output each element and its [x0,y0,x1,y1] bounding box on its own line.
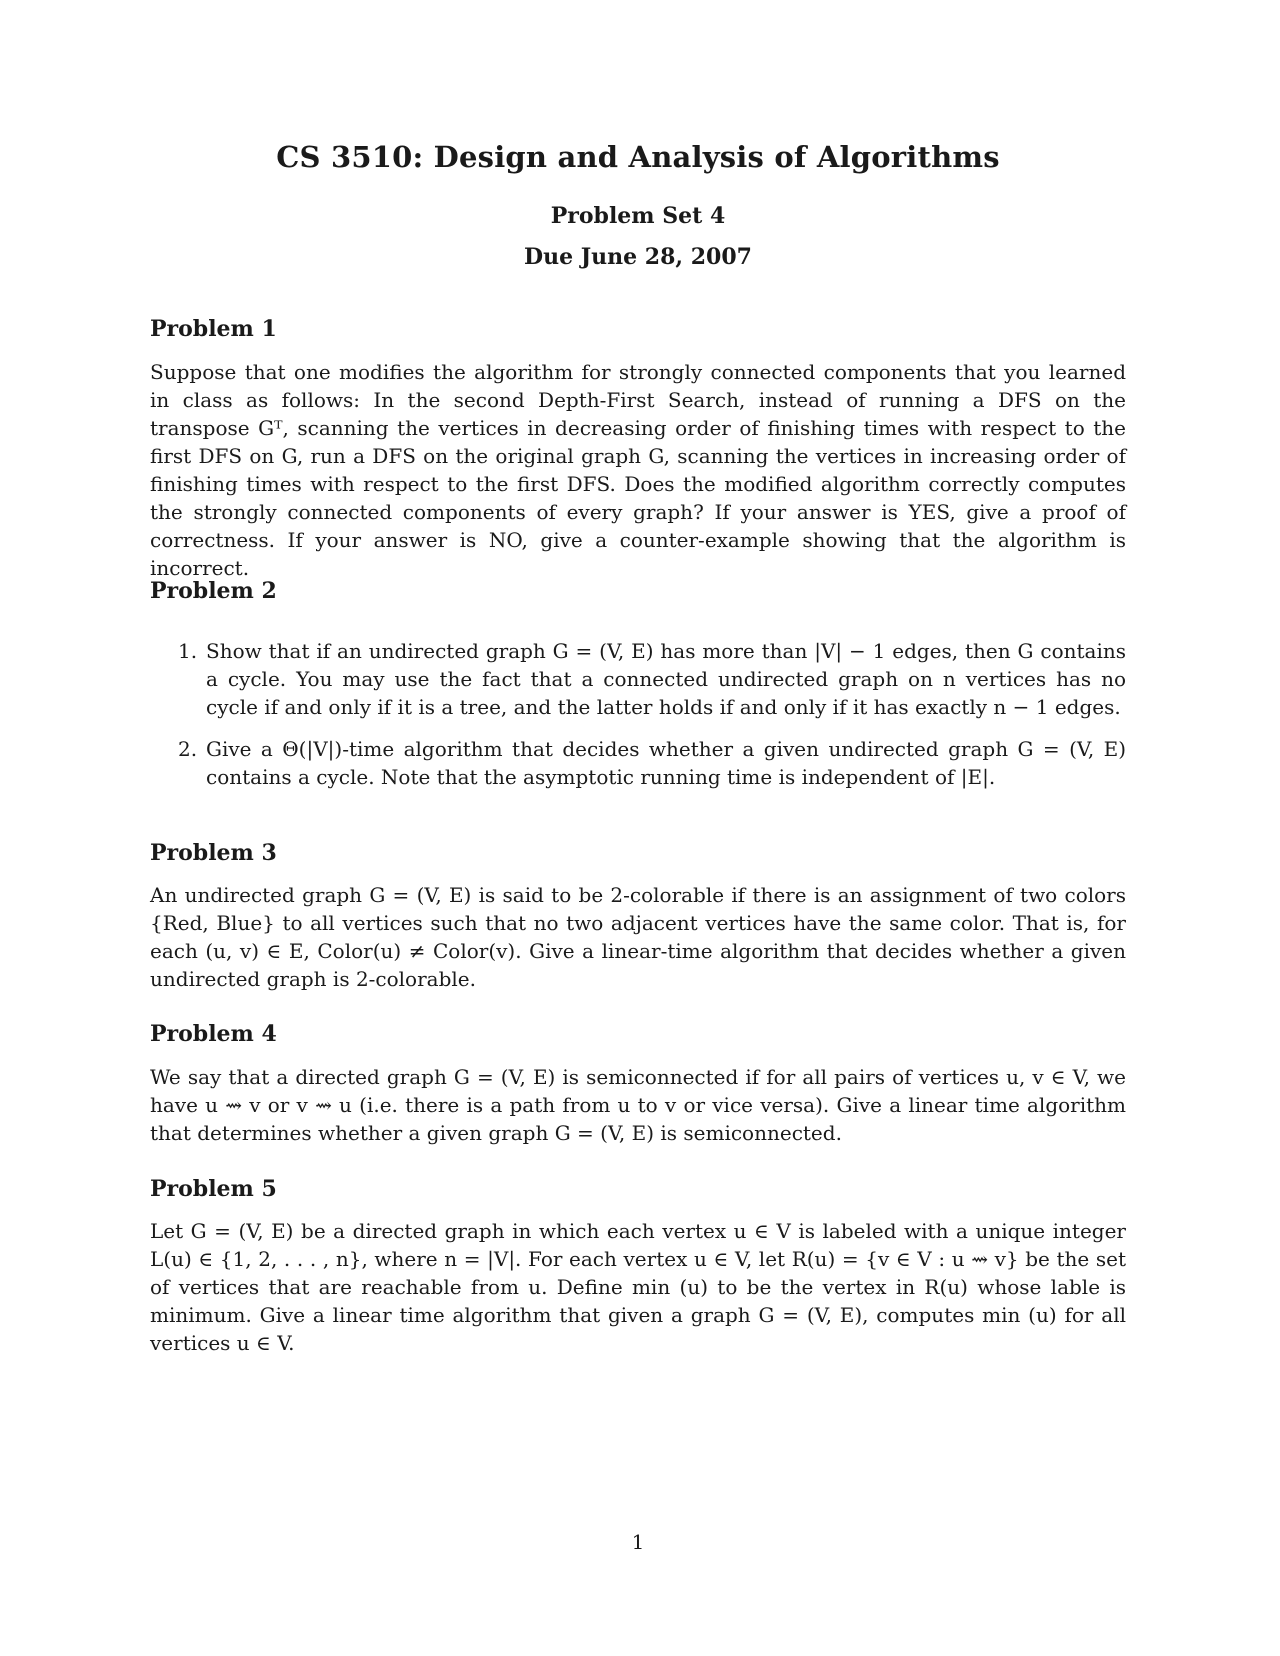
course-title: CS 3510: Design and Analysis of Algorithms [276,140,1000,174]
due-date: Due June 28, 2007 [524,244,752,270]
problem-2-heading: Problem 2 [150,578,277,604]
problem-4-text: We say that a directed graph G = (V, E) is semiconnected if for all pairs of vertices u, v ∈ V, we have u ⇝ v or v ⇝ u (i.e. there is a path from u to v or vice versa). Give a linear time algorithm that determines whether a given graph G = (V, E) is semiconnected. [150,1065,1126,1145]
item-text: Show that if an undirected graph G = (V, E) has more than |V| − 1 edges, then G contains a cycle. You may use the fact that a connected undirected graph on n vertices has no cycle if and only if it is a tree, and the latter holds if and only if it has exactly n − 1 edges. [206,639,1126,719]
problem-2-item-1 [178,637,1126,721]
problem-1-heading: Problem 1 [150,316,277,342]
problem-set-label: Problem Set 4 [550,203,726,229]
problem-5-text: Let G = (V, E) be a directed graph in which each vertex u ∈ V is labeled with a unique integer L(u) ∈ {1, 2, . . . , n}, where n = |V|. For each vertex u ∈ V, let R(u) = {v ∈ V : u ⇝ v} be the set of vertices that are reachable from u. Define min (u) to be the vertex in R(u) whose lable is minimum. Give a linear time algorithm that given a graph G = (V, E), computes min (u) for all vertices u ∈ V. [150,1219,1126,1355]
page-number: 1 [631,1530,645,1554]
item-number: 2. [178,737,198,761]
problem-1-text: Suppose that one modifies the algorithm for strongly connected components that you learned in class as follows: In the second Depth-First Search, instead of running a DFS on the transpose Gᵀ, scanning the vertices in decreasing order of finishing times with respect to the first DFS on G, run a DFS on the original graph G, scanning the vertices in increasing order of finishing times with respect to the first DFS. Does the modified algorithm correctly computes the strongly connected components of every graph? If your answer is YES, give a proof of correctness. If your answer is NO, give a counter-example showing that the algorithm is incorrect. [150,360,1126,580]
item-number: 1. [178,639,198,663]
problem-2-item-2 [178,735,1126,791]
problem-3-heading: Problem 3 [150,840,277,866]
problem-5-heading: Problem 5 [150,1176,277,1202]
problem-3-text: An undirected graph G = (V, E) is said to be 2-colorable if there is an assignment of two colors {Red, Blue} to all vertices such that no two adjacent vertices have the same color. That is, for each (u, v) ∈ E, Color(u) ≠ Color(v). Give a linear-time algorithm that decides whether a given undirected graph is 2-colorable. [150,883,1126,991]
document-page [150,0,1126,1656]
item-text: Give a Θ(|V|)-time algorithm that decides whether a given undirected graph G = (V, E) contains a cycle. Note that the asymptotic running time is independent of |E|. [206,737,1126,789]
problem-4-heading: Problem 4 [150,1021,277,1047]
